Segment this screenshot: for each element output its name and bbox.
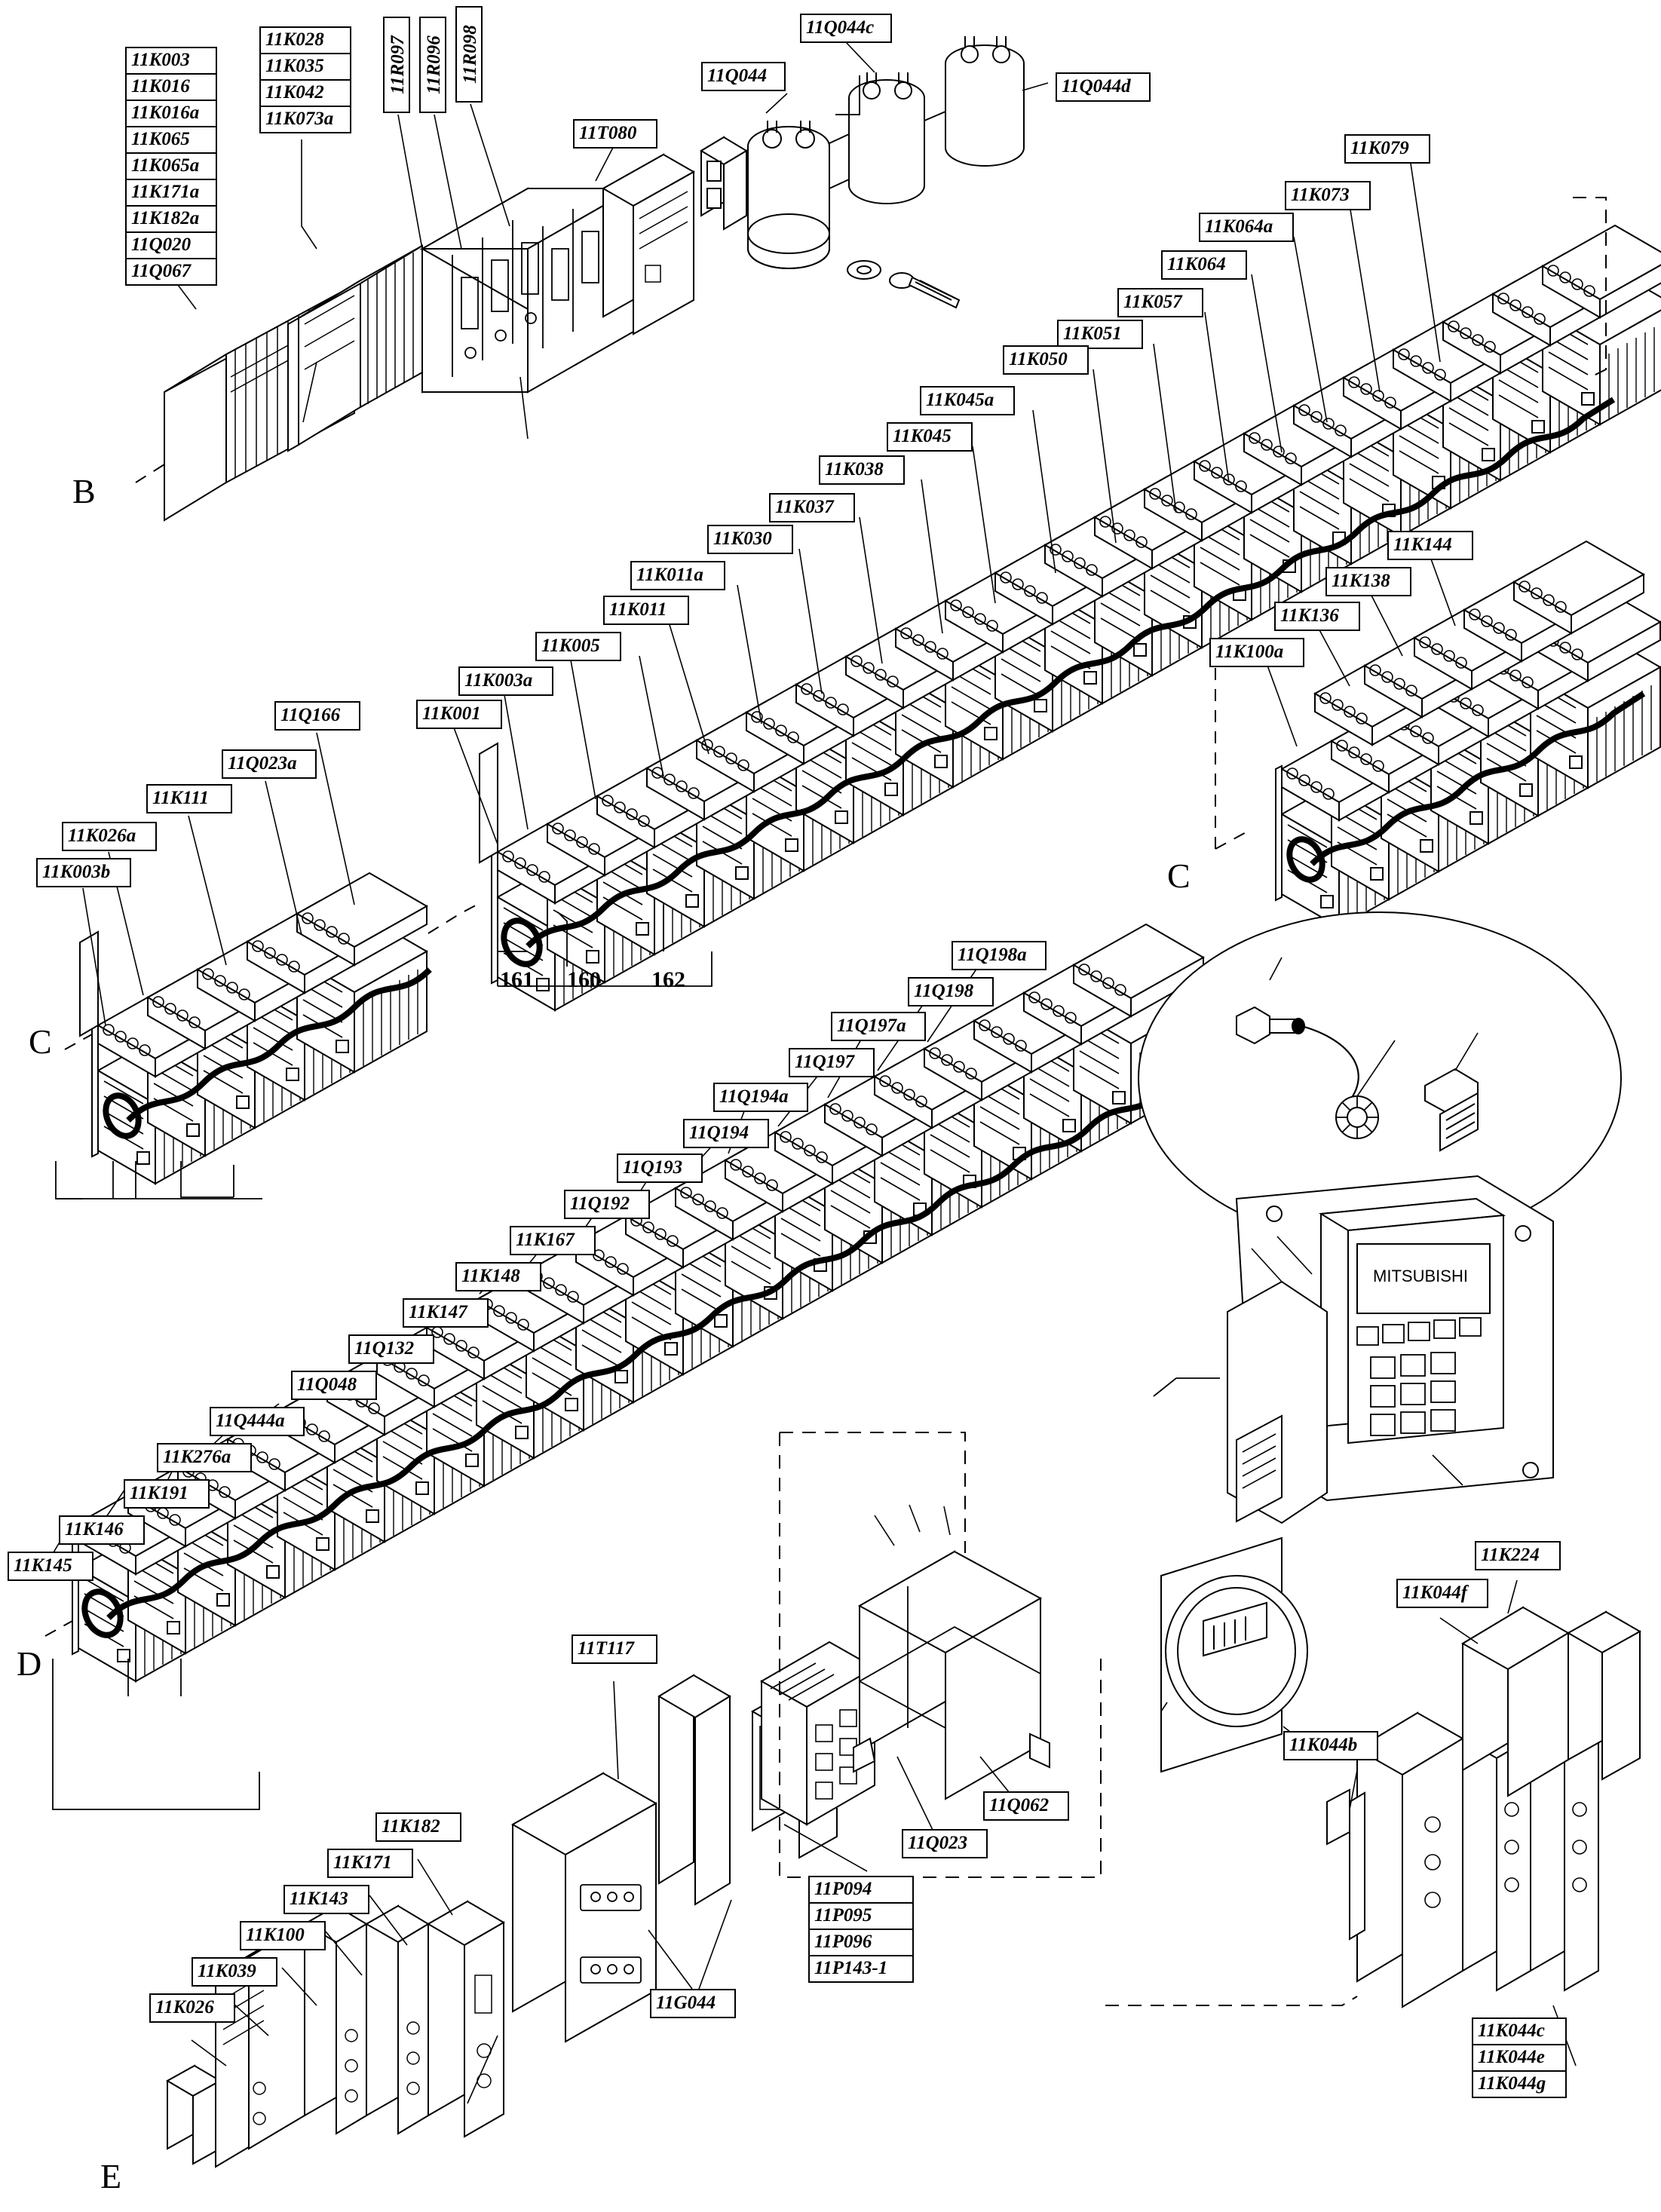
lbl-group-k003 bbox=[125, 47, 217, 286]
lbl-q044c: 11Q044c bbox=[800, 14, 892, 43]
lbl-k276a: 11K276a bbox=[157, 1443, 252, 1472]
part-code: 11K003 bbox=[127, 48, 216, 75]
lbl-k001: 11K001 bbox=[416, 700, 502, 729]
lbl-k100a: 11K100a bbox=[1209, 638, 1304, 667]
lbl-k026: 11K026 bbox=[149, 1993, 235, 2023]
lbl-k038: 11K038 bbox=[819, 455, 905, 485]
part-code: 11K065 bbox=[127, 127, 216, 154]
lbl-q444a: 11Q444a bbox=[210, 1407, 305, 1436]
part-code: 11K016 bbox=[127, 75, 216, 101]
lbl-k003a: 11K003a bbox=[458, 666, 553, 696]
part-code: 11K016a bbox=[127, 101, 216, 127]
part-code: 11K171a bbox=[127, 180, 216, 207]
svg-text:MITSUBISHI: MITSUBISHI bbox=[1373, 1267, 1468, 1285]
part-code: 11K065a bbox=[127, 154, 216, 180]
lbl-r097: 11R097 bbox=[383, 17, 410, 113]
lbl-q198: 11Q198 bbox=[908, 977, 994, 1006]
part-code: 11Q020 bbox=[127, 233, 216, 259]
lbl-k073: 11K073 bbox=[1285, 181, 1371, 210]
part-code: 11K044c bbox=[1473, 2019, 1565, 2045]
part-code: 11K028 bbox=[261, 28, 350, 54]
lbl-k064a: 11K064a bbox=[1199, 213, 1294, 242]
section-letter-c-right: C bbox=[1167, 856, 1191, 895]
lbl-group-k028 bbox=[259, 26, 351, 133]
callout-161: 161 bbox=[500, 967, 534, 992]
part-code: 11K182a bbox=[127, 207, 216, 233]
section-letter-e: E bbox=[100, 2157, 122, 2195]
part-code: 11Q067 bbox=[131, 261, 192, 281]
lbl-k224: 11K224 bbox=[1475, 1541, 1561, 1570]
callout-160: 160 bbox=[567, 967, 601, 992]
part-code: 11P096 bbox=[810, 1930, 912, 1956]
part-code: 11K044e bbox=[1473, 2045, 1565, 2072]
part-code: 11K044g bbox=[1478, 2073, 1546, 2094]
lbl-k136: 11K136 bbox=[1274, 602, 1360, 631]
lbl-t117: 11T117 bbox=[572, 1634, 657, 1664]
lbl-k182: 11K182 bbox=[375, 1812, 461, 1842]
lbl-k147: 11K147 bbox=[403, 1298, 489, 1328]
callout-162: 162 bbox=[651, 967, 685, 992]
lbl-q198a: 11Q198a bbox=[952, 941, 1047, 970]
lbl-q062: 11Q062 bbox=[983, 1791, 1069, 1821]
lbl-k146: 11K146 bbox=[59, 1515, 145, 1545]
lbl-t080: 11T080 bbox=[573, 119, 657, 149]
lbl-k045a: 11K045a bbox=[920, 386, 1015, 415]
lbl-q192: 11Q192 bbox=[564, 1190, 650, 1219]
part-code: 11K035 bbox=[261, 54, 350, 81]
part-code: 11K042 bbox=[261, 81, 350, 107]
lbl-q044: 11Q044 bbox=[701, 62, 786, 91]
part-code: 11P095 bbox=[810, 1904, 912, 1930]
lbl-k044cgroup bbox=[1472, 2017, 1567, 2098]
lbl-k167: 11K167 bbox=[510, 1226, 596, 1255]
lbl-r098: 11R098 bbox=[455, 6, 483, 103]
part-code: 11P143-1 bbox=[814, 1958, 888, 1978]
lbl-k037: 11K037 bbox=[769, 493, 855, 522]
lbl-q048: 11Q048 bbox=[291, 1371, 377, 1400]
lbl-r096: 11R096 bbox=[419, 17, 446, 113]
lbl-k005: 11K005 bbox=[535, 632, 621, 661]
lbl-q132: 11Q132 bbox=[348, 1334, 434, 1364]
lbl-k191: 11K191 bbox=[124, 1479, 210, 1509]
lbl-k051: 11K051 bbox=[1057, 320, 1143, 349]
lbl-q023a: 11Q023a bbox=[222, 749, 317, 779]
lbl-g044: 11G044 bbox=[650, 1989, 736, 2018]
lbl-q193: 11Q193 bbox=[617, 1153, 703, 1183]
lbl-q044d: 11Q044d bbox=[1056, 72, 1151, 102]
lbl-k148: 11K148 bbox=[455, 1262, 541, 1291]
lbl-p094group bbox=[808, 1876, 914, 1983]
lbl-k011a: 11K011a bbox=[630, 561, 725, 590]
lbl-k045: 11K045 bbox=[887, 422, 973, 452]
part-code: 11K073a bbox=[265, 109, 334, 129]
lbl-q194a: 11Q194a bbox=[713, 1083, 808, 1112]
lbl-q194: 11Q194 bbox=[683, 1119, 769, 1148]
lbl-k144: 11K144 bbox=[1387, 531, 1473, 560]
lbl-k044b: 11K044b bbox=[1283, 1731, 1378, 1760]
lbl-k050: 11K050 bbox=[1003, 345, 1089, 375]
lbl-k039: 11K039 bbox=[192, 1957, 277, 1987]
lbl-q166: 11Q166 bbox=[274, 701, 360, 731]
lbl-k100: 11K100 bbox=[240, 1921, 326, 1950]
lbl-k138: 11K138 bbox=[1325, 567, 1411, 596]
lbl-q197a: 11Q197a bbox=[831, 1012, 926, 1041]
lbl-k030: 11K030 bbox=[707, 525, 793, 554]
lbl-k171: 11K171 bbox=[327, 1849, 413, 1878]
lbl-k079: 11K079 bbox=[1344, 134, 1430, 164]
lbl-k145: 11K145 bbox=[8, 1552, 93, 1581]
section-letter-c-left: C bbox=[29, 1022, 52, 1061]
lbl-k143: 11K143 bbox=[283, 1885, 369, 1914]
lbl-k011: 11K011 bbox=[603, 596, 689, 625]
part-code: 11P094 bbox=[810, 1877, 912, 1904]
lbl-k064: 11K064 bbox=[1161, 250, 1247, 280]
lbl-q023: 11Q023 bbox=[902, 1829, 988, 1858]
lbl-k111: 11K111 bbox=[146, 784, 232, 813]
lbl-k003b: 11K003b bbox=[36, 858, 131, 887]
lbl-k044f: 11K044f bbox=[1396, 1579, 1488, 1608]
section-letter-d: D bbox=[17, 1644, 42, 1683]
lbl-k057: 11K057 bbox=[1117, 288, 1203, 317]
section-letter-b: B bbox=[72, 472, 96, 510]
lbl-q197: 11Q197 bbox=[789, 1048, 875, 1077]
lbl-k026a: 11K026a bbox=[62, 822, 157, 851]
